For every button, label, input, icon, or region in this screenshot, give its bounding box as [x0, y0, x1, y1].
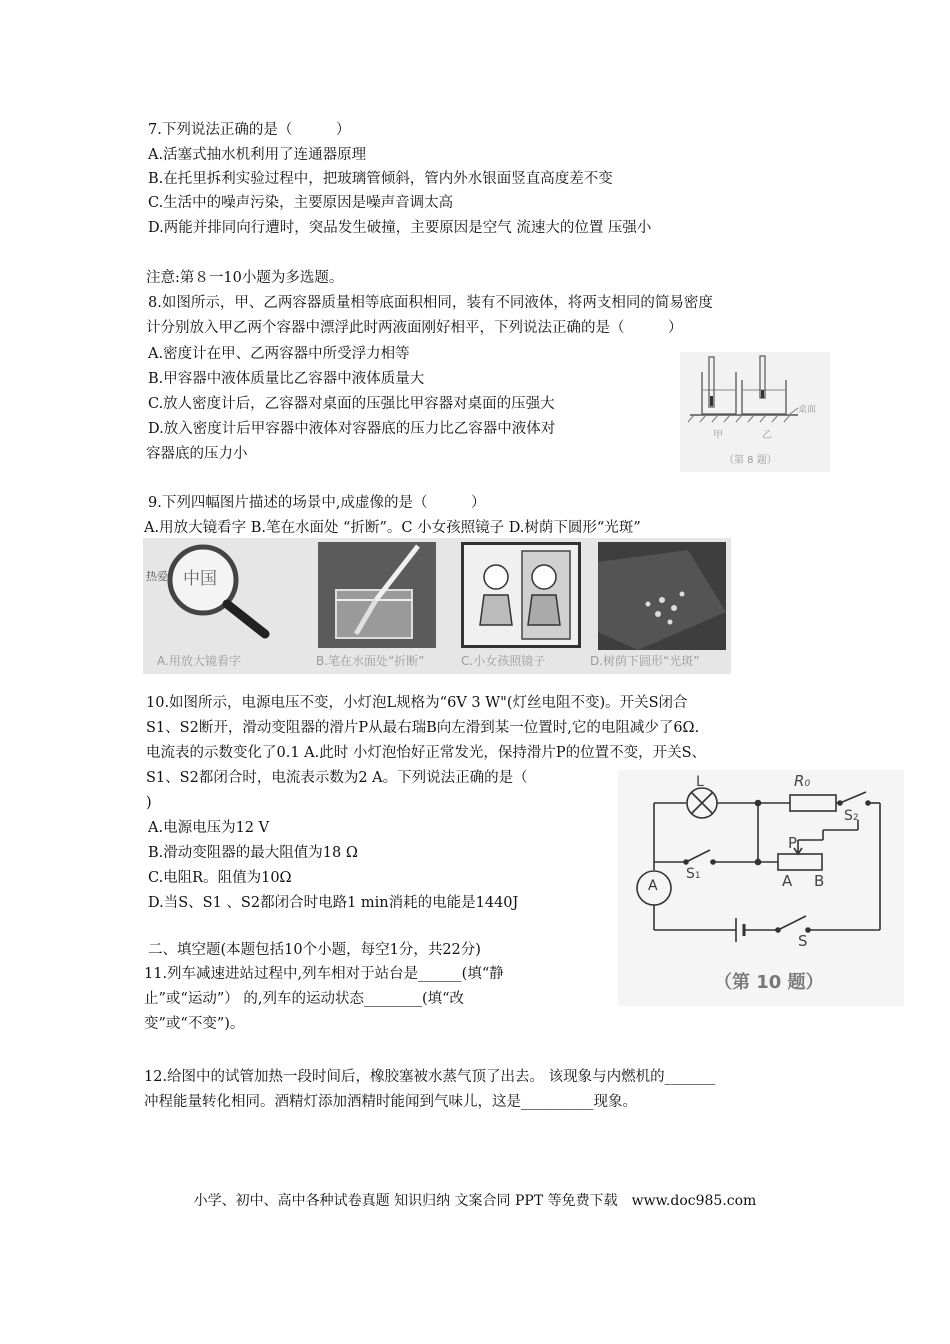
multi-choice-note: 注意:第８一10小题为多选题。: [146, 270, 344, 286]
q10-option-d: D.当S、S1 、S2都闭合时电路1 min消耗的电能是1440J: [148, 895, 519, 911]
q10-line2: S1、S2断开，滑动变阻器的滑片P从最右瑞B向左滑到某一位置时,它的电阻减少了6Ω.: [146, 720, 700, 736]
q10-label-R0-main: R: [794, 772, 805, 790]
section2-title: 二、填空题(本题包括10个小题，每空1分，共22分): [148, 942, 481, 958]
q9-caption-c: C.小女孩照镜子: [461, 654, 546, 668]
q9-caption-b: B.笔在水面处“折断”: [316, 654, 425, 668]
q12-line2: 冲程能量转化相同。酒精灯添加酒精时能闻到气味儿，这是__________现象。: [144, 1094, 637, 1110]
q10-label-A-end: A: [782, 872, 793, 890]
q8-stem-line2: 计分别放入甲乙两个容器中漂浮此时两液面刚好相平，下列说法正确的是（ ）: [146, 320, 683, 336]
q10-option-c: C.电阻R。阻值为10Ω: [148, 870, 292, 886]
q9-options-line: A.用放大镜看字 B.笔在水面处 “折断”。C 小女孩照镜子 D.树荫下圆形“光斑”: [144, 520, 641, 536]
q12-line1: 12.给图中的试管加热一段时间后，橡胶塞被水蒸气顶了出去。 该现象与内燃机的_______: [144, 1069, 716, 1085]
q10-label-B-end: B: [814, 872, 825, 890]
q9-word-china: 中国: [183, 569, 217, 589]
q10-line4: S1、S2都闭合时，电流表示数为2 A。下列说法正确的是（: [146, 770, 528, 786]
q8-label-yi: 乙: [762, 430, 772, 441]
q10-label-R0: [794, 772, 810, 790]
q9-panel-d: [598, 542, 726, 650]
q11-line2: 止”或“运动”） 的,列车的运动状态________(填“改: [144, 991, 465, 1007]
q11-line1: 11.列车减速进站过程中,列车相对于站台是______(填“静: [144, 966, 504, 982]
q9-caption-a: A.用放大镜看字: [157, 654, 241, 668]
q10-label-S1: [686, 866, 701, 882]
q7-option-b: B.在托里拆利实验过程中，把玻璃管倾斜，管内外水银面竖直高度差不变: [148, 171, 613, 187]
q9-word-love: 热爱: [146, 570, 168, 583]
q7-option-d: D.两能并排同向行遭时，突品发生破撞，主要原因是空气 流速大的位置 压强小: [148, 220, 652, 236]
q11-line3: 变”或“不变”)。: [144, 1016, 245, 1032]
q8-option-a: A.密度计在甲、乙两容器中所受浮力相等: [148, 346, 410, 362]
girl-mirror-icon: [464, 545, 578, 645]
q10-option-b: B.滑动变阻器的最大阻值为18 Ω: [148, 845, 358, 861]
q9-panel-c: [461, 542, 581, 648]
q10-circuit-figure: [618, 770, 904, 1006]
q10-label-S1-main: S: [686, 866, 695, 882]
q8-figure-caption: （第 8 题）: [724, 455, 777, 466]
q10-label-S1-sub: 1: [694, 871, 701, 881]
q7-option-a: A.活塞式抽水机利用了连通器原理: [148, 147, 367, 163]
q10-label-S2-main: S: [844, 808, 853, 824]
q9-panel-b: [318, 542, 436, 648]
q8-label-desk: 桌面: [798, 405, 817, 415]
q10-line5: ): [146, 795, 152, 811]
q10-label-S2: [844, 808, 859, 824]
page-footer: 小学、初中、高中各种试卷真题 知识归纳 文案合同 PPT 等免费下载 www.doc985.com: [193, 1193, 757, 1209]
q10-label-S: S: [798, 932, 808, 950]
q9-panel-a: [143, 538, 283, 650]
q8-option-d: D.放入密度计后甲容器中液体对容器底的压力比乙容器中液体对: [148, 421, 556, 437]
ammeter-label: A: [648, 878, 658, 894]
q10-line3: 电流表的示数变化了0.1 A.此时 小灯泡怡好正常发光，保持滑片P的位置不变，开关S、: [146, 745, 707, 761]
q9-figure-strip: [143, 538, 731, 674]
q9-stem: 9.下列四幅图片描述的场景中,成虚像的是（ ）: [148, 495, 486, 511]
q8-label-jia: 甲: [713, 430, 723, 441]
q8-option-c: C.放人密度计后，乙容器对桌面的压强比甲容器对桌面的压强大: [148, 396, 555, 412]
q7-option-c: C.生活中的噪声污染，主要原因是噪声音调太高: [148, 195, 454, 211]
q8-option-b: B.甲容器中液体质量比乙容器中液体质量大: [148, 371, 425, 387]
q10-line1: 10.如图所示，电源电压不变，小灯泡L规格为“6V 3 W"(灯丝电阻不变)。开关S闭合: [146, 695, 688, 711]
light-spots-icon: [598, 542, 726, 650]
q10-label-L: L: [696, 774, 704, 790]
q8-stem-line1: 8.如图所示，甲、乙两容器质量相等底面积相同，装有不同液体，将两支相同的简易密度: [148, 295, 713, 311]
q10-option-a: A.电源电压为12 V: [148, 820, 270, 836]
q10-label-S2-sub: 2: [852, 813, 859, 823]
q7-stem: 7.下列说法正确的是（ ）: [148, 122, 351, 138]
pen-in-water-icon: [318, 542, 436, 648]
q10-figure-caption: （第 10 题）: [714, 972, 824, 993]
q10-label-P: P: [788, 834, 798, 852]
magnifier-icon: [143, 538, 283, 650]
q8-option-d-continued: 容器底的压力小: [146, 446, 248, 462]
q10-label-R0-sub: 0: [804, 779, 811, 789]
q8-figure: [680, 352, 830, 472]
q9-caption-d: D.树荫下圆形“光斑”: [590, 654, 700, 668]
